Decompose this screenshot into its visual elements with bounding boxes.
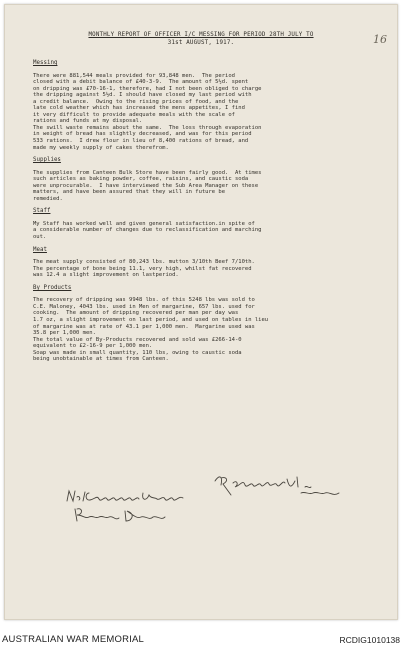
section-heading: Supplies	[33, 157, 61, 164]
section-paragraph: The recovery of dripping was 9948 lbs. of this 5248 lbs was sold to C.E. Maloney, 4043 lbs. used in Men of margarine, 657 lbs. used for cooking. The amount of dripping recovered per man per day was 1.7 oz, a slight improvement on last period, and used on tables in lieu of margarine was at rate of 43.1 per 1,000 men. Margarine used was 35.8 per 1,000 men. The total value of By-Products recovered and sold was £266-14-0 equivalent to £2-16-9 per 1,000 men. Soap was made in small quantity, 110 lbs, owing to caustic soda being unobtainable at times from Canteen.	[33, 297, 269, 363]
section-paragraph: There were 881,544 meals provided for 93,848 men. The period closed with a debit balance of £40-3-9. The amount of 5½d. spent on dripping was £70-16-1, therefore, had I not been obliged to charge the dripping against 5½d. I should have closed my last period with a credit balance. Owing to the rising prices of food, and the late cold weather which has increased the mens appetites, I find it very difficult to provide adequate meals with the scale of rations and funds at my disposal. The swill waste remains about the same. The loss through evaporation in weight of bread has slightly decreased, and was for this period 533 rations. I drew flour in lieu of 8,400 rations of bread, and made my weekly supply of cakes therefrom.	[33, 72, 262, 151]
section-heading: Meat	[33, 246, 47, 253]
title-line-1: MONTHLY REPORT OF OFFICER I/C MESSING FOR PERIOD 28TH JULY TO	[88, 32, 314, 38]
report-title	[5, 31, 397, 47]
record-id: RCDIG1010138	[339, 635, 400, 645]
archive-footer	[0, 630, 404, 654]
section-meat	[33, 247, 371, 279]
handwritten-location-note	[63, 489, 203, 529]
section-heading: Messing	[33, 60, 58, 66]
section-heading: Staff	[33, 208, 51, 215]
report-body	[33, 60, 371, 369]
archive-name: AUSTRALIAN WAR MEMORIAL	[2, 634, 145, 645]
title-line-2: 31st AUGUST, 1917.	[167, 40, 235, 46]
section-by-products	[33, 285, 371, 363]
section-staff	[33, 208, 371, 240]
section-messing	[33, 60, 371, 151]
section-paragraph: My Staff has worked well and given general satisfaction.in spite of a considerable number of changes due to reclassification and marching out.	[33, 220, 262, 241]
section-supplies	[33, 157, 371, 202]
document-page	[4, 4, 398, 620]
section-paragraph: The supplies from Canteen Bulk Store have been fairly good. At times such articles as baking powder, coffee, raisins, and caustic soda were unprocurable. I have interviewed the Sub Area Manager on these matters, and have been assured that they will in future be remedied.	[33, 169, 262, 202]
page-number: 16	[373, 33, 387, 46]
section-heading: By Products	[33, 284, 72, 291]
section-paragraph: The meat supply consisted of 80,243 lbs. mutton 3/10th Beef 7/10th. The percentage of bone being 11.1, very high, whilst fat recovered was 12.4 a slight improvement on lastperiod.	[33, 259, 255, 279]
handwritten-signature	[205, 473, 355, 503]
